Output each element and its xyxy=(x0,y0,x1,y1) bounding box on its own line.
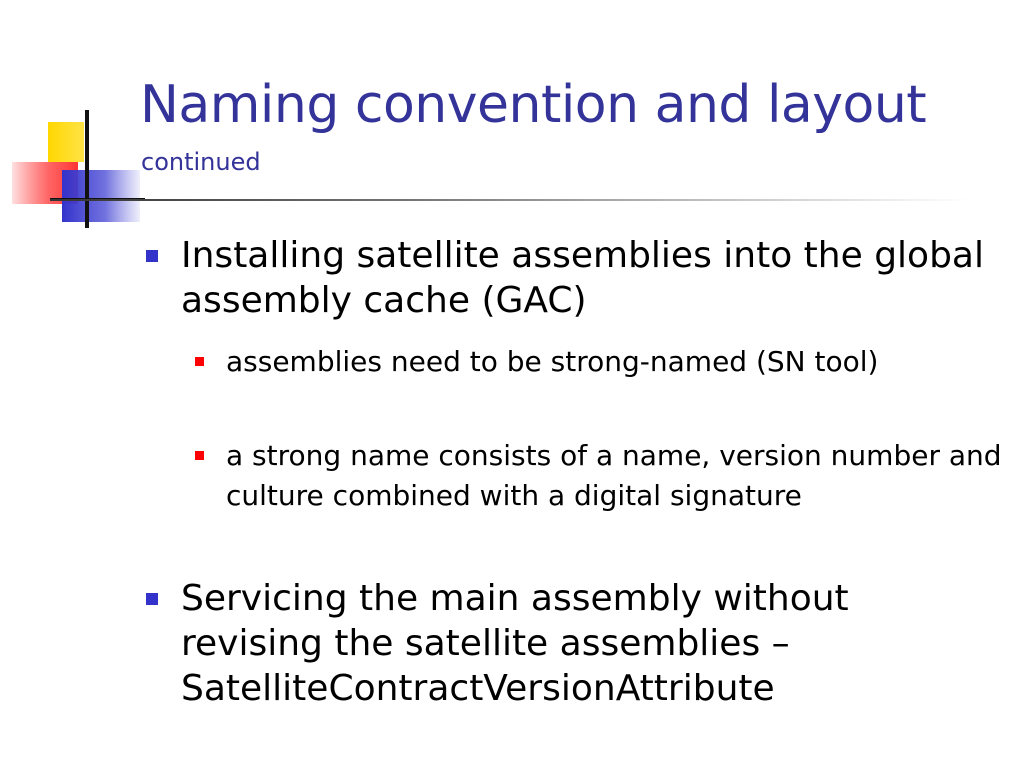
blue-square-bullet-icon xyxy=(146,593,158,605)
bullet-item xyxy=(181,233,1001,323)
title-divider xyxy=(50,199,970,201)
slide-title: Naming convention and layout xyxy=(140,75,927,135)
colored-squares-logo-icon xyxy=(10,105,145,230)
bullet-text: Installing satellite assemblies into the global assembly cache (GAC) xyxy=(181,235,984,321)
sub-bullet-item xyxy=(226,342,1006,382)
sub-bullet-text: assemblies need to be strong-named (SN tool) xyxy=(226,345,879,378)
bullet-text: Servicing the main assembly without revising the satellite assemblies – SatelliteContractVersionAttribute xyxy=(181,578,849,709)
sub-bullet-item xyxy=(226,436,1006,516)
red-square-bullet-icon xyxy=(195,451,204,460)
bullet-item xyxy=(181,576,1001,711)
sub-bullet-text: a strong name consists of a name, version number and culture combined with a digital signature xyxy=(226,439,1002,512)
slide-subtitle: continued xyxy=(141,148,261,176)
blue-square-bullet-icon xyxy=(146,250,158,262)
red-square-bullet-icon xyxy=(195,357,204,366)
